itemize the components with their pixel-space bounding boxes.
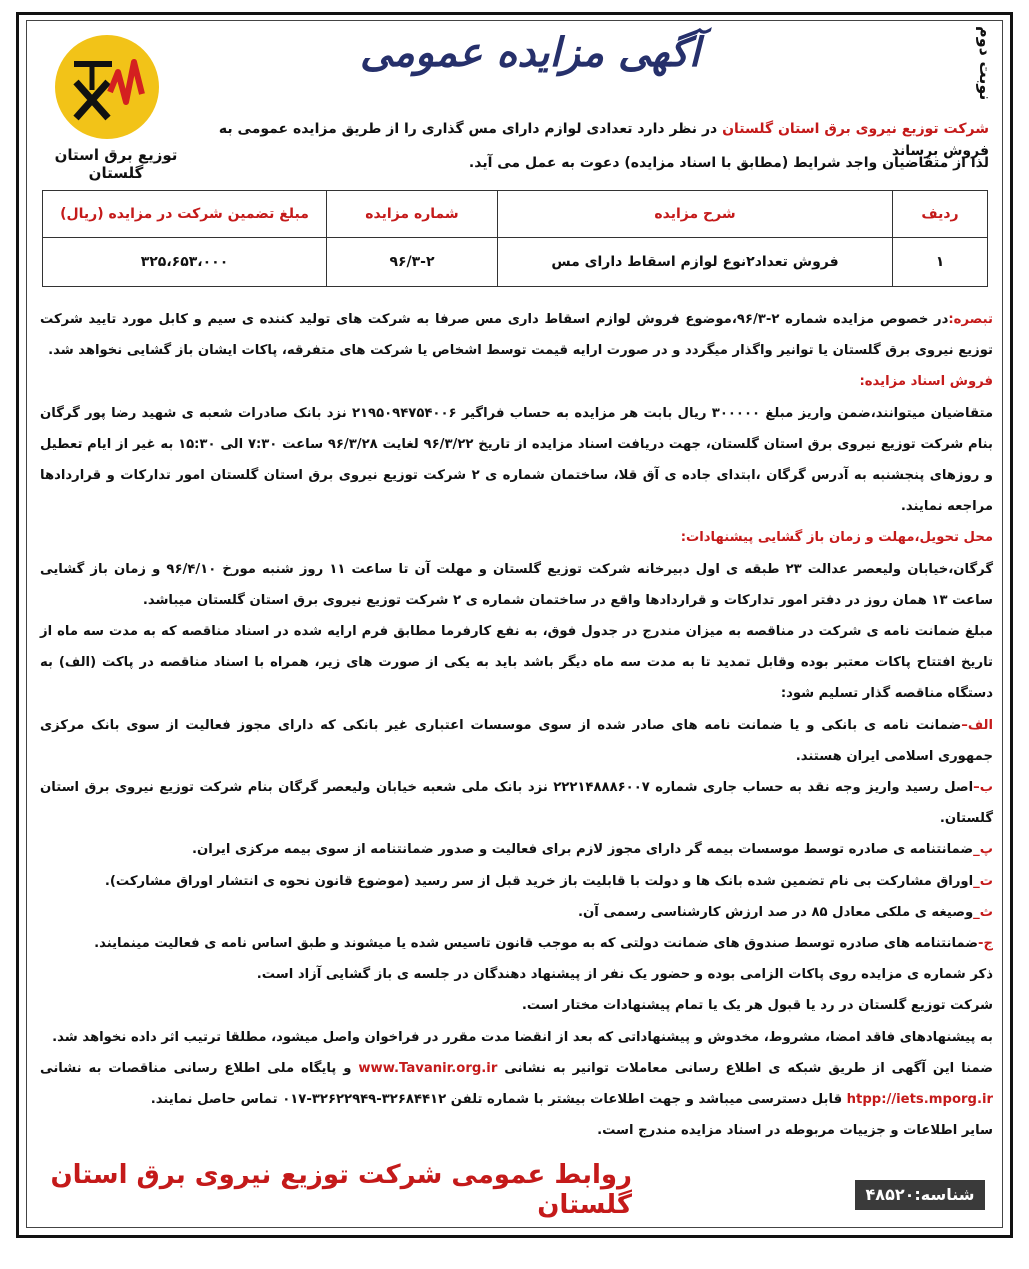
- websites-paragraph: [40, 1053, 993, 1115]
- table-header-row: [43, 191, 988, 238]
- cell-guarantee: ۳۲۵،۶۵۳،۰۰۰: [43, 238, 327, 287]
- header-cell-number: شماره مزایده: [327, 191, 498, 238]
- list-item-text: اصل رسید واریز وجه نقد به حساب جاری شماره ۲۲۲۱۴۸۸۸۶۰۰۷ نزد بانک ملی شعبه خیابان ولیعصر گرگان بنام شرکت توزیع نیروی برق استان گلستان.: [40, 780, 993, 827]
- note-paragraph: [40, 304, 993, 366]
- list-item: [40, 710, 993, 772]
- list-item-text: اوراق مشارکت بی نام تضمین شده بانک ها و دولت با قابلیت باز خرید قبل از سر رسید (موضوع قانون نحوه ی انتشار اوراق مشارکت).: [104, 873, 974, 889]
- list-item-text: ضمانتنامه ی صادره توسط موسسات بیمه گر دارای مجوز لازم برای فعالیت و صدور ضمانتنامه از سوی بیمه مرکزی ایران.: [191, 842, 974, 858]
- list-item-label: الف–: [961, 717, 993, 733]
- header-cell-description: شرح مزایده: [498, 191, 893, 238]
- note-text: در خصوص مزایده شماره ۲-۹۶/۳،موضوع فروش لوازم اسقاط داری مس صرفا به شرکت های تولید کننده ی سیم و کابل مورد تایید شرکت توزیع نیروی برق گلستان یا توانیر واگذار میگردد و در صورت ارایه قیمت توسط اشخاص یا شرکت های متفرقه، پاکات ایشان باز گشایی نخواهد شد.: [40, 312, 993, 359]
- table-row: [43, 238, 988, 287]
- list-item: [40, 897, 993, 928]
- intro-line-1-rest: در نظر دارد تعدادی لوازم دارای مس گذاری را از طریق مزایده عمومی به فروش برساند: [218, 121, 989, 159]
- websites-text-c: قابل دسترسی میباشد و جهت اطلاعات بیشتر با شماره تلفن ۳۲۶۸۴۴۱۲-۳۲۶۲۲۹۴۹-۰۱۷ تماس حاصل نمایند.: [150, 1092, 843, 1108]
- list-item: [40, 834, 993, 865]
- list-item-text: وصیغه ی ملکی معادل ۸۵ در صد ارزش کارشناسی رسمی آن.: [577, 904, 974, 920]
- notice-id-badge: شناسه:۴۸۵۲۰: [855, 1180, 985, 1210]
- list-item-label: ت_: [973, 873, 993, 889]
- list-item: [40, 772, 993, 834]
- delivery-heading: محل تحویل،مهلت و زمان باز گشایی پیشنهادات:: [680, 530, 993, 546]
- public-relations-signature: روابط عمومی شرکت توزیع نیروی برق استان گلستان: [50, 1160, 632, 1220]
- note-sentence: شرکت توزیع گلستان در رد یا قبول هر یک یا تمام پیشنهادات مختار است.: [521, 998, 993, 1014]
- cell-number: ۹۶/۳-۲: [327, 238, 498, 287]
- sales-heading: فروش اسناد مزایده:: [859, 374, 993, 390]
- list-item-label: پ_: [973, 842, 993, 858]
- delivery-text: گرگان،خیابان ولیعصر عدالت ۲۳ طبقه ی اول دبیرخانه شرکت توزیع گلستان و مهلت آن تا ساعت ۱۱ روز شنبه مورخ ۹۶/۴/۱۰ و زمان باز گشایی ساعت ۱۳ همان روز در دفتر امور تدارکات و قراردادها واقع در ساختمان شماره ی ۲ شرکت توزیع نیروی برق استان گلستان میباشد.: [40, 561, 993, 608]
- note-label: تبصره:: [948, 312, 993, 327]
- company-name: شرکت توزیع نیروی برق استان گلستان: [722, 121, 989, 137]
- notice-title: آگهی مزایده عمومی: [360, 30, 700, 76]
- sales-text: متقاضیان میتوانند،ضمن واریز مبلغ ۳۰۰۰۰۰ ریال بابت هر مزایده به حساب فراگیر ۲۱۹۵۰۹۴۷۵۴۰۰۶ نزد بانک صادرات شعبه ی شهید رضا پور گرگان بنام شرکت توزیع نیروی برق استان گلستان، جهت دریافت اسناد مزایده از تاریخ ۹۶/۳/۲۲ لغایت ۹۶/۳/۲۸ ساعت ۷:۳۰ الی ۱۵:۳۰ به غیر از ایام تعطیل و روزهای پنجشنبه به آدرس گرگان ،ابتدای جاده ی آق قلا، ساختمان شماره ی ۲ شرکت توزیع نیروی برق استان گلستان امور تدارکات و قراردادها مراجعه نمایند.: [40, 405, 993, 515]
- websites-text-a: ضمنا این آگهی از طریق شبکه ی اطلاع رسانی معاملات توانیر به نشانی: [504, 1060, 994, 1076]
- list-item-label: ب–: [973, 780, 993, 796]
- iets-link[interactable]: htpp://iets.mporg.ir: [846, 1092, 993, 1108]
- note-sentence: ذکر شماره ی مزایده روی پاکات الزامی بوده و حضور یک نفر از پیشنهاد دهندگان در جلسه ی باز گشایی آزاد است.: [256, 967, 993, 983]
- websites-text-b: و پایگاه ملی اطلاع رسانی مناقصات به نشانی: [40, 1060, 352, 1076]
- company-logo: [52, 32, 162, 142]
- auction-table: [42, 190, 988, 287]
- logo-caption: توزیع برق استان گلستان: [54, 146, 178, 182]
- cell-description: فروش تعداد۲نوع لوازم اسقاط دارای مس: [498, 238, 893, 287]
- list-item-label: ث_: [973, 904, 993, 920]
- tavanir-link[interactable]: www.Tavanir.org.ir: [358, 1060, 498, 1076]
- note-sentence: سایر اطلاعات و جزییات مربوطه در اسناد مزایده مندرج است.: [597, 1123, 993, 1139]
- list-item-label: ج-: [978, 936, 993, 952]
- intro-line-2: لذا از متقاضیان واجد شرایط (مطابق با اسناد مزایده) دعوت به عمل می آید.: [468, 155, 989, 171]
- list-item: [40, 866, 993, 897]
- header-cell-guarantee: مبلغ تضمین شرکت در مزایده (ریال): [43, 191, 327, 238]
- list-item-text: ضمانتنامه های صادره توسط صندوق های ضمانت دولتی که به موجب قانون تاسیس شده یا میشوند و طبق اساس نامه ی فعالیت مینمایند.: [94, 936, 979, 952]
- cell-row: ۱: [893, 238, 988, 287]
- list-item-text: ضمانت نامه ی بانکی و یا ضمانت نامه های صادر شده از سوی موسسات اعتباری غیر بانکی که دارای مجوز فعالیت از سوی بانک مرکزی جمهوری اسلامی ایران هستند.: [40, 717, 993, 764]
- note-sentence: به پیشنهادهای فاقد امضا، مشروط، مخدوش و پیشنهاداتی که بعد از انقضا مدت مقرر در فراخوان واصل میشود، مطلقا ترتیب اثر داده نخواهد شد.: [52, 1029, 993, 1045]
- round-label: نوبت دوم: [976, 26, 995, 101]
- list-item: [40, 928, 993, 959]
- guarantee-text: مبلغ ضمانت نامه ی شرکت در مناقصه به میزان مندرج در جدول فوق، به نفع کارفرما مطابق فرم ارایه شده در اسناد مناقصه که به مدت سه ماه از تاریخ افتتاح پاکات معتبر بوده وقابل تمدید تا به مدت سه ماه دیگر باشد باید به یکی از صورت های زیر، همراه با اسناد مناقصه در پاکت (الف) به دستگاه مناقصه گذار تسلیم شود:: [40, 624, 993, 702]
- notice-body: [40, 304, 993, 1146]
- header-cell-row: ردیف: [893, 191, 988, 238]
